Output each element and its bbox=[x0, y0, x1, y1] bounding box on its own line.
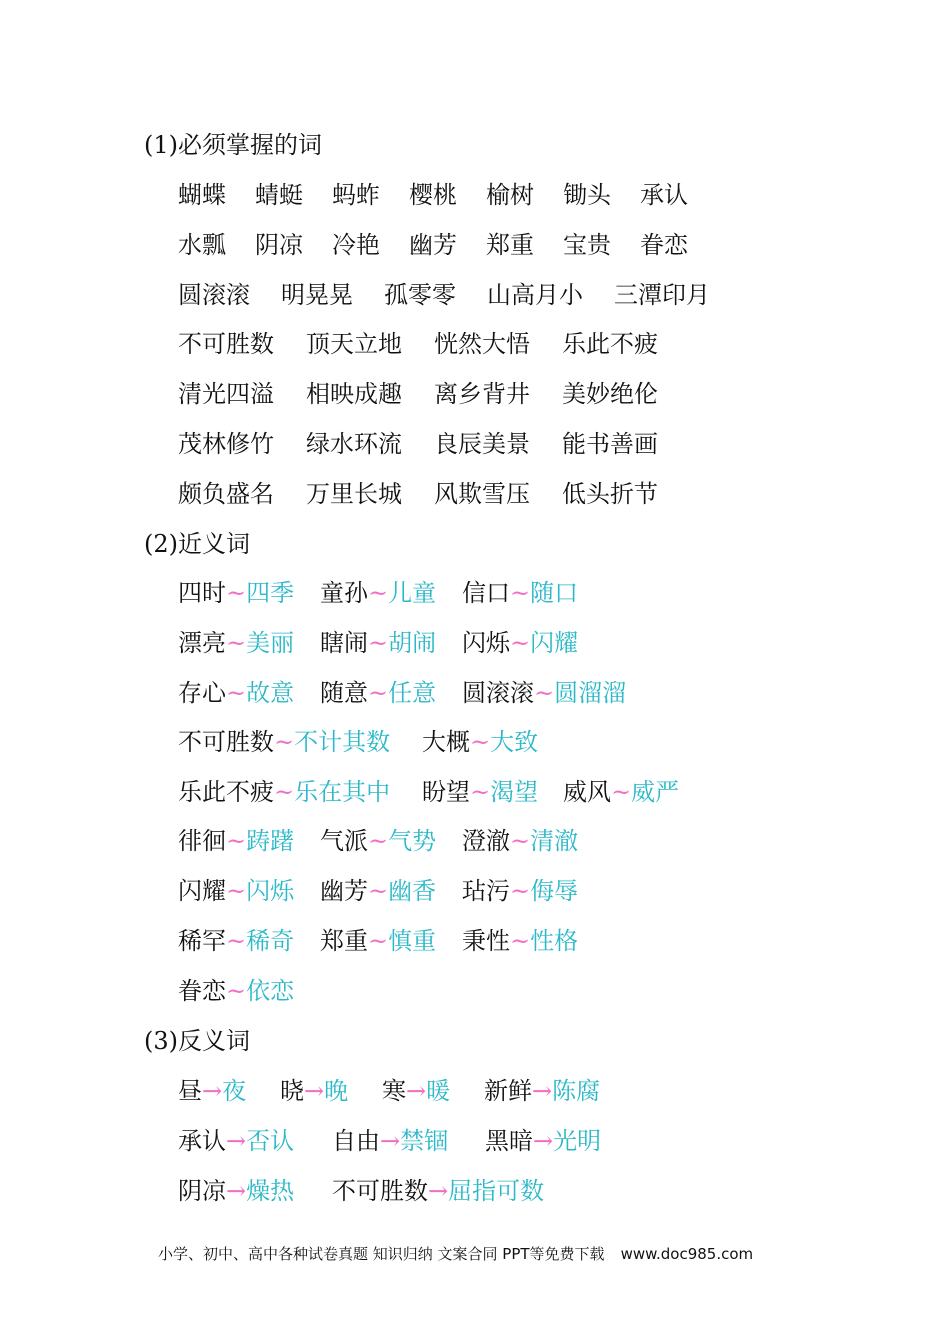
answer: 稀奇 bbox=[246, 927, 295, 955]
antonym-pair bbox=[485, 1126, 601, 1156]
answer: 屈指可数 bbox=[448, 1177, 545, 1205]
term: 幽芳 bbox=[320, 877, 368, 905]
tilde-separator: ~ bbox=[510, 877, 531, 905]
word: 郑重 bbox=[486, 231, 534, 259]
synonym-pair bbox=[178, 876, 320, 906]
term: 昼 bbox=[178, 1077, 202, 1105]
synonym-row bbox=[178, 926, 578, 956]
antonym-pair bbox=[332, 1176, 544, 1206]
tilde-separator: ~ bbox=[226, 977, 247, 1005]
tilde-separator: ~ bbox=[274, 778, 295, 806]
answer: 夜 bbox=[222, 1077, 247, 1105]
answer: 大致 bbox=[490, 728, 539, 756]
word: 离乡背井 bbox=[434, 380, 530, 408]
word: 茂林修竹 bbox=[178, 430, 274, 458]
word: 风欺雪压 bbox=[434, 480, 530, 508]
footer bbox=[158, 1244, 753, 1264]
term: 信口 bbox=[462, 579, 510, 607]
tilde-separator: ~ bbox=[510, 629, 531, 657]
section1-row bbox=[178, 180, 688, 210]
word: 颇负盛名 bbox=[178, 480, 274, 508]
term: 四时 bbox=[178, 579, 226, 607]
tilde-separator: ~ bbox=[611, 778, 632, 806]
term: 威风 bbox=[563, 778, 611, 806]
section1-row bbox=[178, 379, 658, 409]
section1-row bbox=[178, 329, 658, 359]
synonym-pair bbox=[178, 976, 294, 1006]
tilde-separator: ~ bbox=[226, 927, 247, 955]
word: 锄头 bbox=[563, 181, 611, 209]
term: 黑暗 bbox=[485, 1127, 533, 1155]
term: 随意 bbox=[320, 679, 368, 707]
answer: 美丽 bbox=[246, 629, 295, 657]
answer: 闪耀 bbox=[530, 629, 579, 657]
synonym-row bbox=[178, 876, 578, 906]
tilde-separator: ~ bbox=[510, 579, 531, 607]
answer: 幽香 bbox=[388, 877, 437, 905]
word: 冷艳 bbox=[332, 231, 380, 259]
answer: 随口 bbox=[530, 579, 579, 607]
synonym-pair bbox=[320, 628, 462, 658]
word: 承认 bbox=[640, 181, 688, 209]
answer: 暖 bbox=[426, 1077, 451, 1105]
term: 漂亮 bbox=[178, 629, 226, 657]
synonym-pair bbox=[178, 628, 320, 658]
arrow-separator: → bbox=[533, 1127, 554, 1155]
synonym-pair bbox=[462, 876, 578, 906]
word: 清光四溢 bbox=[178, 380, 274, 408]
term: 瞎闹 bbox=[320, 629, 368, 657]
term: 晓 bbox=[280, 1077, 304, 1105]
word: 乐此不疲 bbox=[562, 330, 658, 358]
footer-text: 小学、初中、高中各种试卷真题 知识归纳 文案合同 PPT等免费下载 bbox=[158, 1245, 605, 1263]
section1-row bbox=[178, 429, 658, 459]
term: 盼望 bbox=[422, 778, 470, 806]
antonym-pair bbox=[178, 1076, 280, 1106]
synonym-pair bbox=[462, 826, 578, 856]
answer: 闪烁 bbox=[246, 877, 295, 905]
arrow-separator: → bbox=[380, 1127, 401, 1155]
answer: 踌躇 bbox=[246, 827, 295, 855]
tilde-separator: ~ bbox=[510, 927, 531, 955]
antonym-row bbox=[178, 1176, 544, 1206]
tilde-separator: ~ bbox=[226, 629, 247, 657]
tilde-separator: ~ bbox=[274, 728, 295, 756]
term: 乐此不疲 bbox=[178, 778, 274, 806]
tilde-separator: ~ bbox=[226, 679, 247, 707]
term: 闪耀 bbox=[178, 877, 226, 905]
word: 幽芳 bbox=[409, 231, 457, 259]
term: 郑重 bbox=[320, 927, 368, 955]
tilde-separator: ~ bbox=[534, 679, 555, 707]
answer: 胡闹 bbox=[388, 629, 437, 657]
section1-heading: (1)必须掌握的词 bbox=[144, 131, 322, 159]
word: 不可胜数 bbox=[178, 330, 274, 358]
arrow-separator: → bbox=[304, 1077, 325, 1105]
synonym-pair bbox=[563, 777, 679, 807]
synonym-pair bbox=[462, 628, 578, 658]
arrow-separator: → bbox=[202, 1077, 223, 1105]
arrow-separator: → bbox=[428, 1177, 449, 1205]
synonym-pair bbox=[178, 777, 422, 807]
word: 恍然大悟 bbox=[434, 330, 530, 358]
answer: 燥热 bbox=[246, 1177, 295, 1205]
footer-url-link[interactable]: www.doc985.com bbox=[620, 1245, 754, 1263]
antonym-row bbox=[178, 1126, 601, 1156]
section2-heading: (2)近义词 bbox=[144, 530, 250, 558]
answer: 任意 bbox=[388, 679, 437, 707]
synonym-row bbox=[178, 826, 578, 856]
synonym-pair bbox=[178, 678, 320, 708]
term: 存心 bbox=[178, 679, 226, 707]
answer: 依恋 bbox=[246, 977, 295, 1005]
synonym-row bbox=[178, 777, 679, 807]
answer: 渴望 bbox=[490, 778, 539, 806]
synonym-pair bbox=[178, 727, 422, 757]
word: 能书善画 bbox=[562, 430, 658, 458]
word: 宝贵 bbox=[563, 231, 611, 259]
word: 三潭印月 bbox=[614, 281, 710, 309]
tilde-separator: ~ bbox=[368, 679, 389, 707]
word: 蜻蜓 bbox=[255, 181, 303, 209]
synonym-pair bbox=[178, 826, 320, 856]
arrow-separator: → bbox=[226, 1127, 247, 1155]
term: 气派 bbox=[320, 827, 368, 855]
term: 徘徊 bbox=[178, 827, 226, 855]
word: 顶天立地 bbox=[306, 330, 402, 358]
term: 澄澈 bbox=[462, 827, 510, 855]
synonym-pair bbox=[462, 578, 578, 608]
section1-row bbox=[178, 479, 658, 509]
answer: 故意 bbox=[246, 679, 295, 707]
section3-heading: (3)反义词 bbox=[144, 1027, 250, 1055]
term: 圆滚滚 bbox=[462, 679, 534, 707]
synonym-pair bbox=[422, 777, 563, 807]
word: 水瓢 bbox=[178, 231, 226, 259]
answer: 晚 bbox=[324, 1077, 349, 1105]
section1-row bbox=[178, 230, 688, 260]
word: 眷恋 bbox=[640, 231, 688, 259]
synonym-pair bbox=[320, 876, 462, 906]
antonym-pair bbox=[382, 1076, 484, 1106]
tilde-separator: ~ bbox=[226, 877, 247, 905]
word: 低头折节 bbox=[562, 480, 658, 508]
word: 圆滚滚 bbox=[178, 281, 250, 309]
term: 眷恋 bbox=[178, 977, 226, 1005]
synonym-pair bbox=[320, 678, 462, 708]
tilde-separator: ~ bbox=[226, 579, 247, 607]
synonym-pair bbox=[320, 926, 462, 956]
answer: 圆溜溜 bbox=[554, 679, 627, 707]
word: 榆树 bbox=[486, 181, 534, 209]
answer: 不计其数 bbox=[294, 728, 391, 756]
synonym-pair bbox=[462, 926, 578, 956]
word: 明晃晃 bbox=[281, 281, 353, 309]
arrow-separator: → bbox=[406, 1077, 427, 1105]
word: 孤零零 bbox=[384, 281, 456, 309]
word: 良辰美景 bbox=[434, 430, 530, 458]
answer: 光明 bbox=[553, 1127, 602, 1155]
tilde-separator: ~ bbox=[470, 728, 491, 756]
synonym-row bbox=[178, 628, 578, 658]
synonym-row bbox=[178, 976, 294, 1006]
term: 玷污 bbox=[462, 877, 510, 905]
synonym-row bbox=[178, 578, 578, 608]
answer: 威严 bbox=[631, 778, 680, 806]
antonym-pair bbox=[280, 1076, 382, 1106]
answer: 禁锢 bbox=[400, 1127, 449, 1155]
antonym-row bbox=[178, 1076, 600, 1106]
term: 秉性 bbox=[462, 927, 510, 955]
word: 阴凉 bbox=[255, 231, 303, 259]
answer: 性格 bbox=[530, 927, 579, 955]
term: 不可胜数 bbox=[332, 1177, 428, 1205]
antonym-pair bbox=[178, 1176, 332, 1206]
word: 山高月小 bbox=[487, 281, 583, 309]
tilde-separator: ~ bbox=[368, 629, 389, 657]
synonym-pair bbox=[320, 826, 462, 856]
answer: 陈腐 bbox=[552, 1077, 601, 1105]
word: 美妙绝伦 bbox=[562, 380, 658, 408]
tilde-separator: ~ bbox=[470, 778, 491, 806]
word: 万里长城 bbox=[306, 480, 402, 508]
term: 闪烁 bbox=[462, 629, 510, 657]
word: 蝴蝶 bbox=[178, 181, 226, 209]
answer: 四季 bbox=[246, 579, 295, 607]
term: 自由 bbox=[332, 1127, 380, 1155]
term: 大概 bbox=[422, 728, 470, 756]
tilde-separator: ~ bbox=[368, 827, 389, 855]
antonym-pair bbox=[484, 1076, 600, 1106]
term: 阴凉 bbox=[178, 1177, 226, 1205]
tilde-separator: ~ bbox=[368, 579, 389, 607]
answer: 乐在其中 bbox=[294, 778, 391, 806]
arrow-separator: → bbox=[226, 1177, 247, 1205]
answer: 儿童 bbox=[388, 579, 437, 607]
synonym-pair bbox=[422, 727, 538, 757]
answer: 侮辱 bbox=[530, 877, 579, 905]
answer: 气势 bbox=[388, 827, 437, 855]
synonym-row bbox=[178, 727, 538, 757]
term: 稀罕 bbox=[178, 927, 226, 955]
word: 相映成趣 bbox=[306, 380, 402, 408]
word: 绿水环流 bbox=[306, 430, 402, 458]
word: 樱桃 bbox=[409, 181, 457, 209]
term: 新鲜 bbox=[484, 1077, 532, 1105]
synonym-pair bbox=[462, 678, 626, 708]
arrow-separator: → bbox=[532, 1077, 553, 1105]
tilde-separator: ~ bbox=[510, 827, 531, 855]
synonym-pair bbox=[178, 578, 320, 608]
answer: 慎重 bbox=[388, 927, 437, 955]
tilde-separator: ~ bbox=[368, 927, 389, 955]
antonym-pair bbox=[332, 1126, 485, 1156]
tilde-separator: ~ bbox=[368, 877, 389, 905]
term: 不可胜数 bbox=[178, 728, 274, 756]
word: 蚂蚱 bbox=[332, 181, 380, 209]
synonym-pair bbox=[320, 578, 462, 608]
tilde-separator: ~ bbox=[226, 827, 247, 855]
term: 童孙 bbox=[320, 579, 368, 607]
term: 承认 bbox=[178, 1127, 226, 1155]
antonym-pair bbox=[178, 1126, 332, 1156]
synonym-pair bbox=[178, 926, 320, 956]
section1-row bbox=[178, 280, 710, 310]
answer: 否认 bbox=[246, 1127, 295, 1155]
answer: 清澈 bbox=[530, 827, 579, 855]
term: 寒 bbox=[382, 1077, 406, 1105]
synonym-row bbox=[178, 678, 626, 708]
